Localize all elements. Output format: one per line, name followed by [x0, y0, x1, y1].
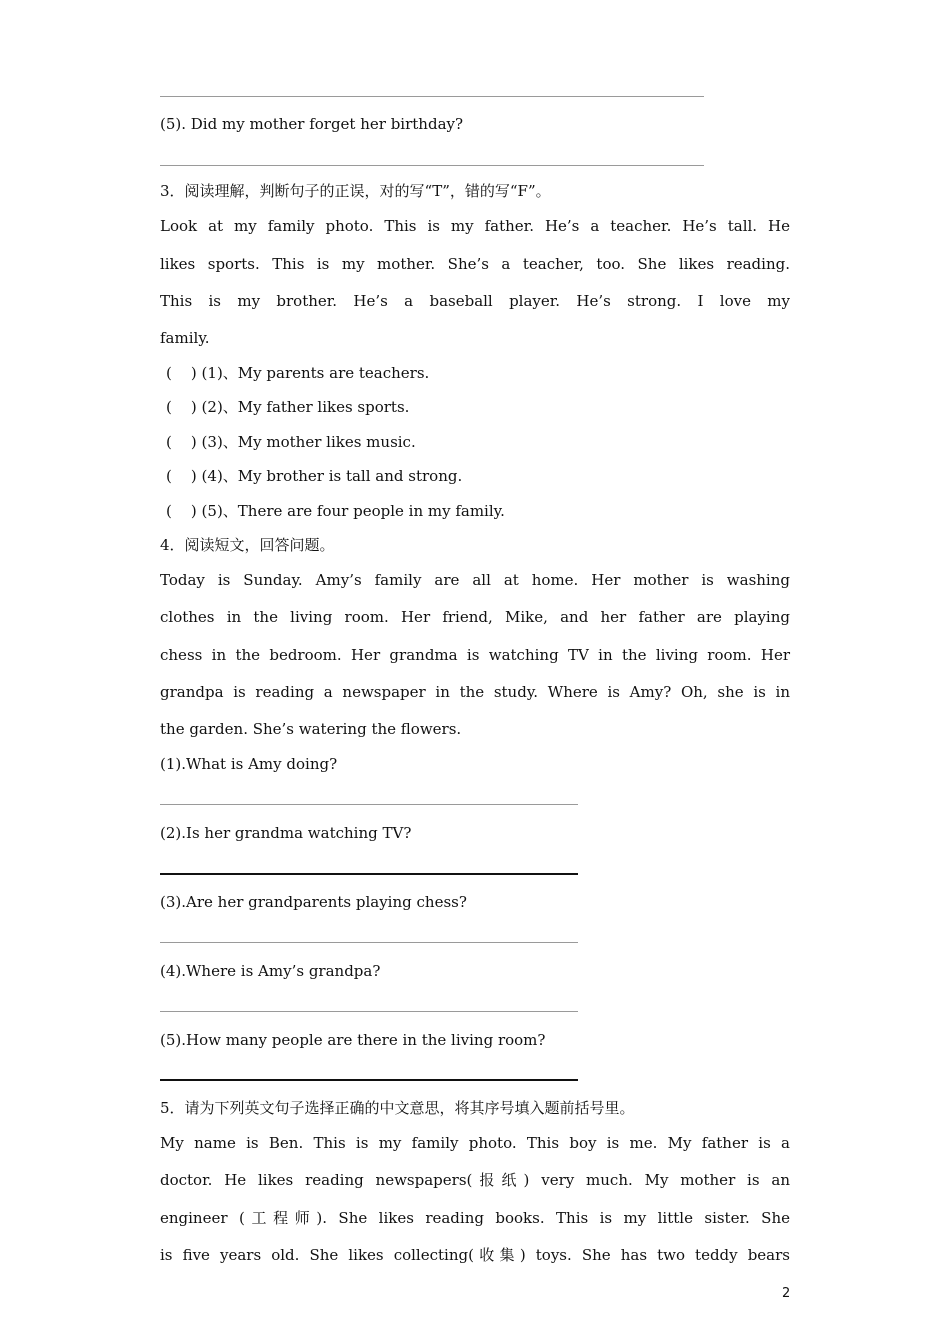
question-item: (5). Did my mother forget her birthday?	[160, 115, 464, 133]
answer-line	[160, 804, 578, 805]
question-item: (3).Are her grandparents playing chess?	[160, 893, 467, 911]
passage-line: Today is Sunday. Amy’s family are all at home. Her mother is washing	[160, 571, 790, 589]
question-item: (4).Where is Amy’s grandpa?	[160, 962, 381, 980]
true-false-item: ( ) (4)、My brother is tall and strong.	[166, 467, 463, 485]
question-item: (1).What is Amy doing?	[160, 755, 338, 773]
answer-line	[160, 1011, 578, 1012]
question-item: (5).How many people are there in the living room?	[160, 1031, 546, 1049]
passage-line: doctor. He likes reading newspapers(报纸) very much. My mother is an	[160, 1171, 790, 1189]
true-false-item: ( ) (2)、My father likes sports.	[166, 398, 410, 416]
section-5-heading: 5．请为下列英文句子选择正确的中文意思，将其序号填入题前括号里。	[160, 1099, 635, 1117]
passage-line: Look at my family photo. This is my father. He’s a teacher. He’s tall. He	[160, 217, 790, 235]
answer-line	[160, 1079, 578, 1081]
section-3-heading: 3．阅读理解，判断句子的正误，对的写“T”，错的写“F”。	[160, 182, 551, 200]
passage-line: family.	[160, 329, 210, 347]
true-false-item: ( ) (5)、There are four people in my family.	[166, 502, 505, 520]
passage-line: grandpa is reading a newspaper in the study. Where is Amy? Oh, she is in	[160, 683, 790, 701]
page-number: 2	[782, 1286, 791, 1301]
passage-line: clothes in the living room. Her friend, Mike, and her father are playing	[160, 608, 790, 626]
passage-line: engineer (工程师). She likes reading books. This is my little sister. She	[160, 1209, 790, 1227]
answer-line	[160, 96, 704, 97]
section-4-heading: 4．阅读短文，回答问题。	[160, 536, 335, 554]
true-false-item: ( ) (1)、My parents are teachers.	[166, 364, 430, 382]
passage-line: chess in the bedroom. Her grandma is watching TV in the living room. Her	[160, 646, 790, 664]
passage-line: is five years old. She likes collecting(收集) toys. She has two teddy bears	[160, 1246, 790, 1264]
passage-line: This is my brother. He’s a baseball player. He’s strong. I love my	[160, 292, 790, 310]
passage-line: likes sports. This is my mother. She’s a teacher, too. She likes reading.	[160, 255, 790, 273]
answer-line	[160, 942, 578, 943]
true-false-item: ( ) (3)、My mother likes music.	[166, 433, 416, 451]
passage-line: the garden. She’s watering the flowers.	[160, 720, 462, 738]
answer-line	[160, 165, 704, 166]
passage-line: My name is Ben. This is my family photo. This boy is me. My father is a	[160, 1134, 790, 1152]
answer-line	[160, 873, 578, 875]
question-item: (2).Is her grandma watching TV?	[160, 824, 412, 842]
